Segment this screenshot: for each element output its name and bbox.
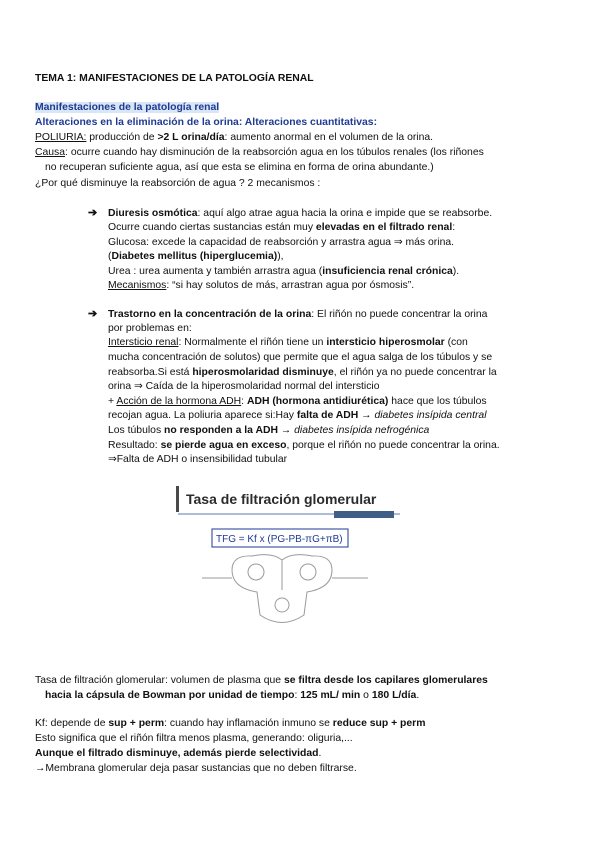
trastorno-line7-e: hace que los túbulos [388, 396, 487, 407]
trastorno-title: Trastorno en la concentración de la orina [108, 309, 312, 320]
sub-heading: Alteraciones en la eliminación de la orina: Alteraciones cuantitativas: [35, 117, 378, 128]
tfg-line1-a: Tasa de filtración glomerular: volumen de plasma que [35, 675, 284, 686]
trastorno-line9-a: Los túbulos [108, 425, 165, 436]
diuresis-line-5 [108, 265, 459, 278]
trastorno-line9-b: no responden a la ADH [164, 425, 278, 436]
diuresis-line-3: Glucosa: excede la capacidad de reabsorción y arrastra agua ⇒ más orina. [108, 237, 455, 248]
glomerulus-sketch [202, 555, 368, 623]
trastorno-line5-c: , el riñón ya no puede concentrar la [333, 367, 497, 378]
membrana-line: →Membrana glomerular deja pasar sustancias que no deben filtrarse. [35, 763, 357, 774]
diuresis-line5-b: insuficiencia renal crónica [322, 266, 453, 277]
causa-continuation: no recuperan suficiente agua, así que esta se elimina en forma de orina abundante.) [45, 162, 434, 173]
trastorno-line3-a: Intersticio renal [108, 337, 179, 348]
trastorno-line-8 [108, 409, 487, 422]
trastorno-line1-rest: : El riñón no puede concentrar la orina [311, 309, 488, 320]
trastorno-line-1 [108, 308, 487, 321]
diuresis-line2-a: Ocurre cuando ciertas sustancias están muy [108, 222, 316, 233]
trastorno-line5-a: reabsorba.Si está [108, 367, 193, 378]
tfg-figure [172, 480, 422, 650]
page-title: TEMA 1: MANIFESTACIONES DE LA PATOLOGÍA RENAL [35, 73, 314, 84]
trastorno-line-10 [108, 439, 500, 452]
trastorno-line7-a: + [108, 396, 117, 407]
trastorno-line-11: ⇒Falta de ADH o insensibilidad tubular [108, 454, 288, 465]
tfg-line-2 [45, 689, 419, 702]
trastorno-line-4: mucha concentración de solutos) que permite que el agua salga de los túbulos y se [108, 352, 493, 363]
trastorno-line-3 [108, 336, 468, 349]
kf-b: sup + perm [108, 718, 165, 729]
aunque-end: . [318, 748, 322, 759]
trastorno-line-2: por problemas en: [108, 323, 192, 334]
poliuria-bold: >2 L orina/día [157, 132, 225, 143]
tfg-line2-d: o [360, 690, 372, 701]
trastorno-line-5 [108, 366, 497, 379]
figure-accent-bar [334, 511, 394, 518]
trastorno-line3-c: intersticio hiperosmolar [326, 337, 445, 348]
tfg-line2-a: hacia la cápsula de Bowman por unidad de tiempo [45, 690, 295, 701]
kf-a: Kf: depende de [35, 718, 109, 729]
causa-line [35, 146, 484, 159]
kf-line [35, 717, 425, 730]
trastorno-line10-b: se pierde agua en exceso [160, 440, 287, 451]
trastorno-line10-c: , porque el riñón no puede concentrar la orina. [286, 440, 500, 451]
tfg-line-1 [35, 674, 488, 687]
question-line: ¿Por qué disminuye la reabsorción de agua ? 2 mecanismos : [35, 178, 321, 189]
tfg-line2-f: . [416, 690, 420, 701]
poliuria-line [35, 131, 433, 144]
trastorno-line9-c: → [277, 425, 295, 436]
aunque-bold: Aunque el filtrado disminuye, además pierde selectividad [35, 748, 319, 759]
tfg-line1-b: se filtra desde los capilares glomerulares [283, 675, 488, 686]
diuresis-line-1 [108, 207, 492, 220]
tfg-figure-drawing [172, 480, 422, 650]
tfg-line2-b: : [294, 690, 301, 701]
diuresis-line4-c: ), [277, 251, 284, 262]
diuresis-line1-rest: : aquí algo atrae agua hacia la orina e impide que se reabsorbe. [197, 208, 493, 219]
trastorno-line9-d: diabetes insípida nefrogénica [294, 425, 430, 436]
trastorno-line10-a: Resultado: [108, 440, 161, 451]
diuresis-line4-b: Diabetes mellitus (hiperglucemia) [111, 251, 278, 262]
bullet-arrow-icon: ➔ [88, 207, 98, 219]
trastorno-line-6: orina ⇒ Caída de la hiperosmolaridad normal del intersticio [108, 381, 380, 392]
figure-title: Tasa de filtración glomerular [186, 491, 377, 507]
figure-title-bar [176, 486, 179, 512]
diuresis-title: Diuresis osmótica [108, 208, 198, 219]
diuresis-line6-a: Mecanismos [108, 280, 167, 291]
esto-line: Esto significa que el riñón filtra menos plasma, generando: oliguria,... [35, 733, 353, 744]
diuresis-line-6 [108, 279, 414, 292]
trastorno-line-9 [108, 424, 429, 437]
trastorno-line5-b: hiperosmolaridad disminuye [192, 367, 334, 378]
tfg-line2-c: 125 mL/ min [300, 690, 361, 701]
diuresis-line6-b: : “si hay solutos de más, arrastran agua por ósmosis”. [166, 280, 415, 291]
formula-text: TFG = Kf x (PG-PB-πG+πB) [216, 534, 343, 545]
poliuria-text1: producción de [86, 132, 158, 143]
diuresis-line5-c: ). [452, 266, 460, 277]
section-heading-text: Manifestaciones de la patología renal [35, 102, 220, 113]
trastorno-line8-d: diabetes insípida central [374, 410, 487, 421]
diuresis-line4-a: ( [108, 251, 112, 262]
trastorno-line3-d: (con [444, 337, 468, 348]
trastorno-line7-d: ADH (hormona antidiurética) [246, 396, 389, 407]
aunque-line [35, 747, 321, 760]
diuresis-line2-c: : [452, 222, 456, 233]
diuresis-line5-a: Urea : urea aumenta y también arrastra agua ( [108, 266, 323, 277]
diuresis-line2-b: elevadas en el filtrado renal [315, 222, 453, 233]
diuresis-line-4 [108, 250, 284, 263]
diuresis-line-2 [108, 221, 455, 234]
bullet-arrow-icon: ➔ [88, 308, 98, 320]
causa-label: Causa [35, 147, 66, 158]
trastorno-line7-c: : [241, 396, 247, 407]
poliuria-text2: : aumento anormal en el volumen de la orina. [224, 132, 434, 143]
trastorno-line3-b: : Normalmente el riñón tiene un [178, 337, 327, 348]
causa-text: : ocurre cuando hay disminución de la reabsorción agua en los túbulos renales (los riñones [65, 147, 484, 158]
trastorno-line8-a: recojan agua. La poliuria aparece si:Hay [108, 410, 297, 421]
kf-c: : cuando hay inflamación inmuno se [164, 718, 333, 729]
poliuria-label: POLIURIA: [35, 132, 87, 143]
trastorno-line8-c: → [358, 410, 375, 421]
trastorno-line8-b: falta de ADH [296, 410, 359, 421]
trastorno-line-7 [108, 395, 487, 408]
tfg-line2-e: 180 L/día [371, 690, 417, 701]
kf-d: reduce sup + perm [332, 718, 426, 729]
trastorno-line7-b: Acción de la hormona ADH [116, 396, 242, 407]
section-heading [35, 101, 219, 114]
